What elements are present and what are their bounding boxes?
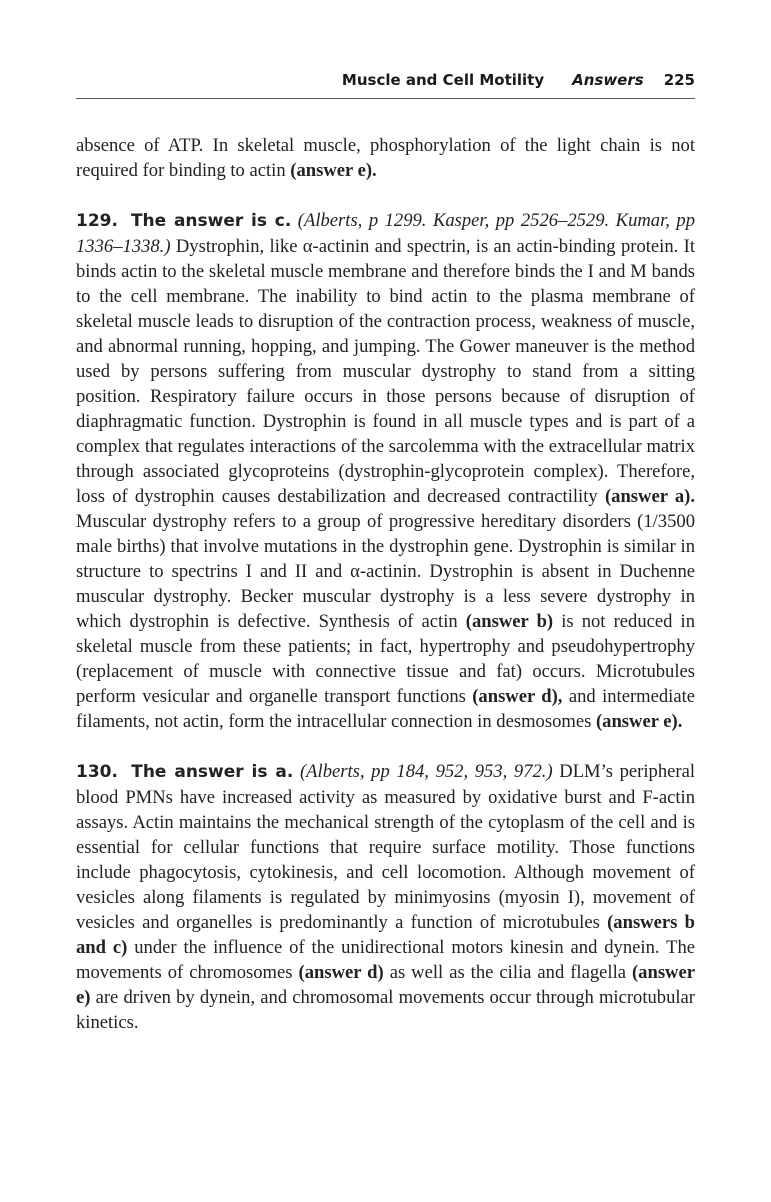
- answer-reference: (answer e).: [290, 160, 377, 181]
- answer-reference: (answers b and c): [76, 912, 695, 958]
- paragraph-text: absence of ATP. In skeletal muscle, phosphorylation of the light chain is not required for binding to actin: [76, 135, 695, 181]
- citation: (Alberts, p 1299. Kasper, pp 2526–2529. Kumar, pp 1336–1338.): [76, 210, 695, 257]
- header-rule: [76, 98, 695, 99]
- header-part-label: Answers: [572, 71, 644, 89]
- answer-text-body: [76, 133, 695, 1060]
- paragraph-text: under the influence of the unidirectional motors kinesin and dynein. The movements of chromosomes: [76, 937, 695, 983]
- header-section-title: Muscle and Cell Motility: [341, 71, 545, 89]
- paragraph-text: and intermediate filaments, not actin, form the intracellular connection in desmosomes: [76, 686, 695, 732]
- continued-paragraph: [76, 133, 695, 183]
- answer-reference: (answer a).: [604, 486, 696, 507]
- paragraph-text: Muscular dystrophy refers to a group of progressive hereditary disorders (1/3500 male births) that involve mutations in the dystrophin gene. Dystrophin is similar in structure to spectrins I and II and α-actinin. Dystrophin is absent in Duchenne muscular dystrophy. Becker muscular dystrophy is a less severe dystrophy in which dystrophin is defective. Synthesis of actin: [76, 511, 695, 632]
- answer-reference: (answer e).: [595, 711, 683, 732]
- answer-reference: (answer e): [76, 962, 695, 1008]
- answer-reference: (answer d): [298, 962, 384, 983]
- question-number: 129.: [76, 211, 118, 231]
- answer-reference: (answer b): [465, 611, 554, 632]
- paragraph-text: DLM’s peripheral blood PMNs have increased activity as measured by oxidative burst and F-actin assays. Actin maintains the mechanical strength of the cytoplasm of the cell and is essential for cellular functions that require surface motility. Those functions include phagocytosis, cytokinesis, and cell locomotion. Although movement of vesicles along filaments is regulated by minimyosins (myosin I), movement of vesicles and organelles is predominantly a function of microtubules: [76, 761, 695, 933]
- answer-129: [76, 208, 695, 734]
- paragraph-text: are driven by dynein, and chromosomal movements occur through microtubular kinetics.: [76, 987, 695, 1033]
- answer-heading: The answer is a.: [131, 762, 294, 782]
- answer-130: [76, 759, 695, 1035]
- running-header: [76, 71, 695, 93]
- answer-heading: The answer is c.: [130, 211, 292, 231]
- citation: (Alberts, pp 184, 952, 953, 972.): [299, 761, 553, 782]
- paragraph-text: is not reduced in skeletal muscle from these patients; in fact, hypertrophy and pseudohypertrophy (replacement of muscle with connective tissue and fat) occurs. Microtubules perform vesicular and organelle transport functions: [76, 611, 695, 707]
- question-number: 130.: [76, 762, 118, 782]
- page-number: 225: [663, 71, 695, 89]
- paragraph-text: as well as the cilia and flagella: [383, 962, 632, 983]
- paragraph-text: Dystrophin, like α-actinin and spectrin, is an actin-binding protein. It binds actin to the skeletal muscle membrane and therefore binds the I and M bands to the cell membrane. The inability to bind actin to the plasma membrane of skeletal muscle leads to disruption of the contraction process, weakness of muscle, and abnormal running, hopping, and jumping. The Gower maneuver is the method used by persons suffering from muscular dystrophy to stand from a sitting position. Respiratory failure occurs in those persons because of disruption of diaphragmatic function. Dystrophin is found in all muscle types and is part of a complex that regulates interactions of the sarcolemma with the extracellular matrix through associated glycoproteins (dystrophin-glycoprotein complex). Therefore, loss of dystrophin causes destabilization and decreased contractility: [76, 236, 695, 507]
- answer-reference: (answer d),: [472, 686, 563, 707]
